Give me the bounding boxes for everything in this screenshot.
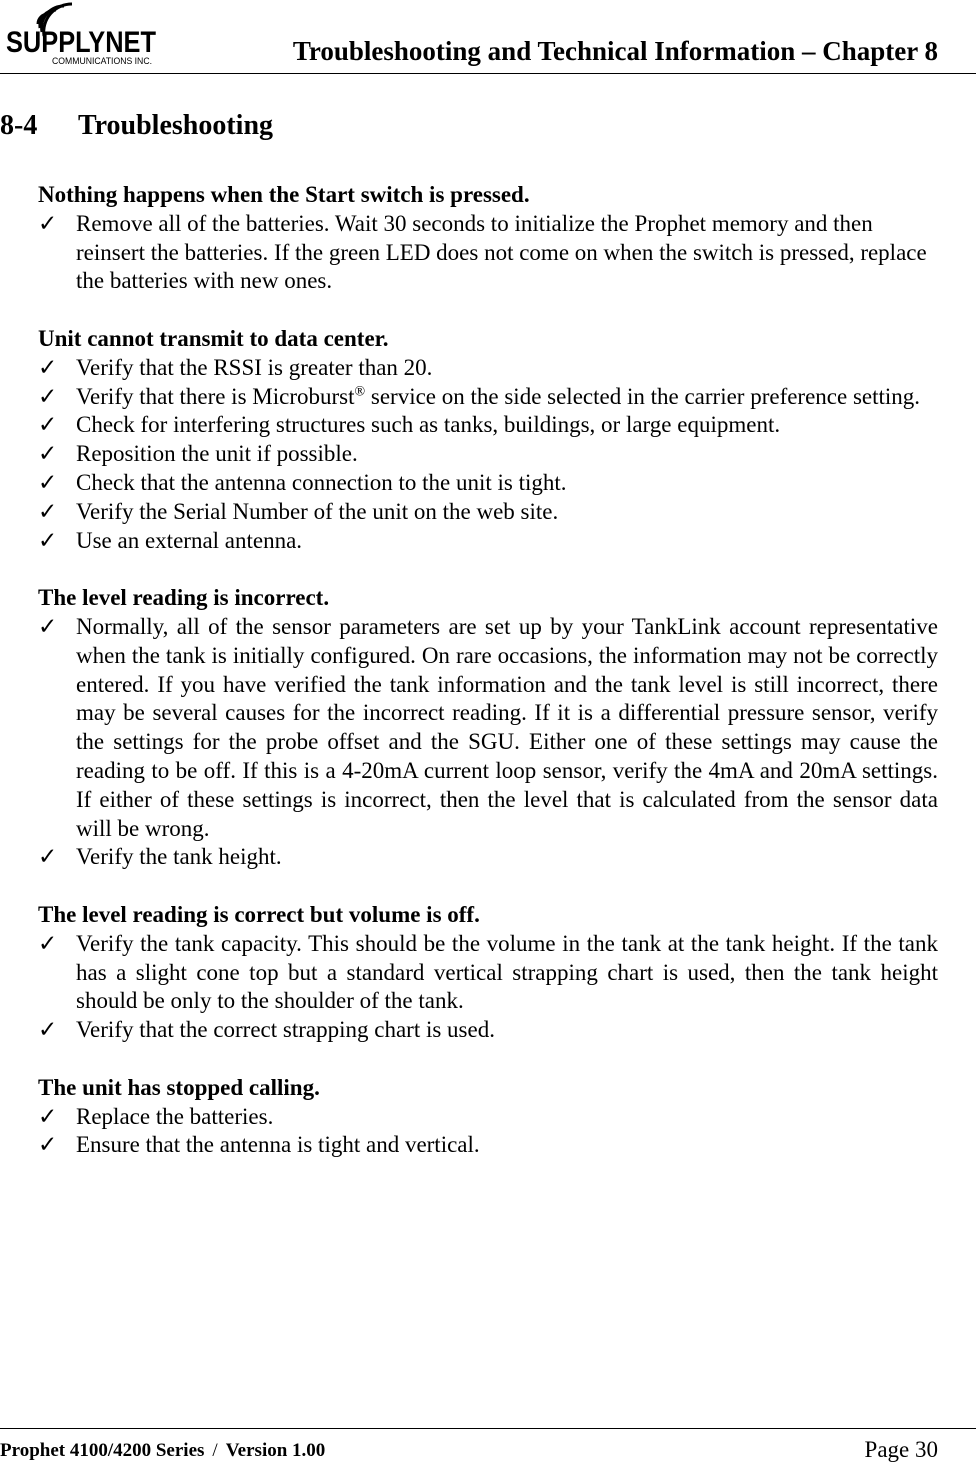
list-item (38, 1131, 938, 1160)
logo-subtext: COMMUNICATIONS INC. (52, 56, 152, 66)
checkmark-icon: ✓ (38, 844, 58, 870)
list-item (38, 527, 938, 556)
issue-block (38, 584, 938, 872)
list-item-text: Verify that there is Microburst (76, 383, 355, 409)
product-name: Prophet 4100/4200 Series (0, 1440, 205, 1461)
checkmark-icon: ✓ (38, 412, 58, 438)
checkmark-icon: ✓ (38, 527, 58, 553)
checkmark-icon: ✓ (38, 210, 58, 236)
check-list (38, 1103, 938, 1161)
list-item-text: Remove all of the batteries. Wait 30 seconds to initialize the Prophet memory and then reinsert the batteries. If the green LED does not come on when the switch is pressed, replace the batteries with new ones. (76, 210, 927, 294)
issue-title: The unit has stopped calling. (38, 1074, 320, 1100)
checkmark-icon: ✓ (38, 354, 58, 380)
list-item-text: Check for interfering structures such as tanks, buildings, or large equipment. (76, 412, 781, 438)
header-divider (0, 73, 976, 74)
list-item-text: Verify the tank capacity. This should be the volume in the tank at the tank height. If the tank has a slight cone top but a standard vertical strapping chart is used, then the tank height should be only to the shoulder of the tank. (76, 930, 938, 1014)
chapter-title: Troubleshooting and Technical Information – Chapter 8 (292, 36, 938, 66)
issue-block (38, 1074, 938, 1160)
checkmark-icon: ✓ (38, 469, 58, 495)
list-item (38, 411, 938, 440)
list-item (38, 469, 938, 498)
checkmark-icon: ✓ (38, 383, 58, 409)
logo-wordmark: SUPPLYNET (6, 26, 156, 59)
check-list (38, 354, 938, 556)
checkmark-icon: ✓ (38, 613, 58, 639)
issue-title: Nothing happens when the Start switch is pressed. (38, 182, 530, 207)
issue-block (38, 901, 938, 1045)
section-title: Troubleshooting (78, 110, 274, 141)
check-list (38, 613, 938, 872)
issue-title: The level reading is correct but volume is off. (38, 901, 480, 927)
list-item (38, 1103, 938, 1132)
supplynet-logo (2, 2, 162, 68)
list-item-text: Verify that the RSSI is greater than 20. (76, 354, 433, 380)
list-item-text: Verify that the correct strapping chart is used. (76, 1017, 495, 1043)
list-item-text-tail: service on the side selected in the carrier preference setting. (365, 383, 921, 409)
list-item-text: Normally, all of the sensor parameters are set up by your TankLink account representative when the tank is initially configured. On rare occasions, the information may not be correctly entered. If you have verified the tank information and the tank level is still incorrect, there may be several causes for the incorrect reading. If it is a differential pressure sensor, verify the settings for the probe offset and the SGU. Either one of these settings may cause the reading to be off. If this is a 4-20mA current loop sensor, verify the 4mA and 20mA settings. If either of these settings is incorrect, then the level that is calculated from the sensor data will be wrong. (76, 613, 938, 841)
list-item-text: Check that the antenna connection to the unit is tight. (76, 469, 567, 495)
page-number: Page 30 (864, 1437, 938, 1462)
list-item (38, 210, 938, 296)
checkmark-icon: ✓ (38, 498, 58, 524)
list-item (38, 498, 938, 527)
checkmark-icon: ✓ (38, 1103, 58, 1129)
list-item-text: Ensure that the antenna is tight and vertical. (76, 1132, 480, 1158)
footer-product-info (0, 1440, 325, 1462)
footer-separator: / (212, 1440, 218, 1461)
page-header (0, 0, 976, 76)
issue-title: Unit cannot transmit to data center. (38, 325, 389, 351)
list-item (38, 440, 938, 469)
footer-divider (0, 1428, 976, 1429)
troubleshooting-content (38, 181, 938, 1189)
list-item (38, 930, 938, 1016)
issue-block (38, 325, 938, 555)
list-item-text: Reposition the unit if possible. (76, 441, 358, 467)
list-item (38, 1016, 938, 1045)
list-item (38, 383, 938, 412)
list-item-text: Use an external antenna. (76, 527, 303, 553)
section-number: 8-4 (0, 110, 38, 141)
list-item-text: Verify the Serial Number of the unit on the web site. (76, 498, 559, 524)
list-item-text: Replace the batteries. (76, 1103, 274, 1129)
check-list (38, 930, 938, 1045)
version-label: Version 1.00 (225, 1440, 326, 1461)
checkmark-icon: ✓ (38, 441, 58, 467)
issue-block (38, 181, 938, 296)
list-item (38, 613, 938, 843)
list-item-text: Verify the tank height. (76, 844, 282, 870)
checkmark-icon: ✓ (38, 930, 58, 956)
checkmark-icon: ✓ (38, 1132, 58, 1158)
list-item (38, 354, 938, 383)
list-item (38, 843, 938, 872)
section-heading (0, 110, 273, 142)
checkmark-icon: ✓ (38, 1017, 58, 1043)
issue-title: The level reading is incorrect. (38, 585, 330, 611)
check-list (38, 210, 938, 296)
registered-mark: ® (354, 383, 366, 399)
